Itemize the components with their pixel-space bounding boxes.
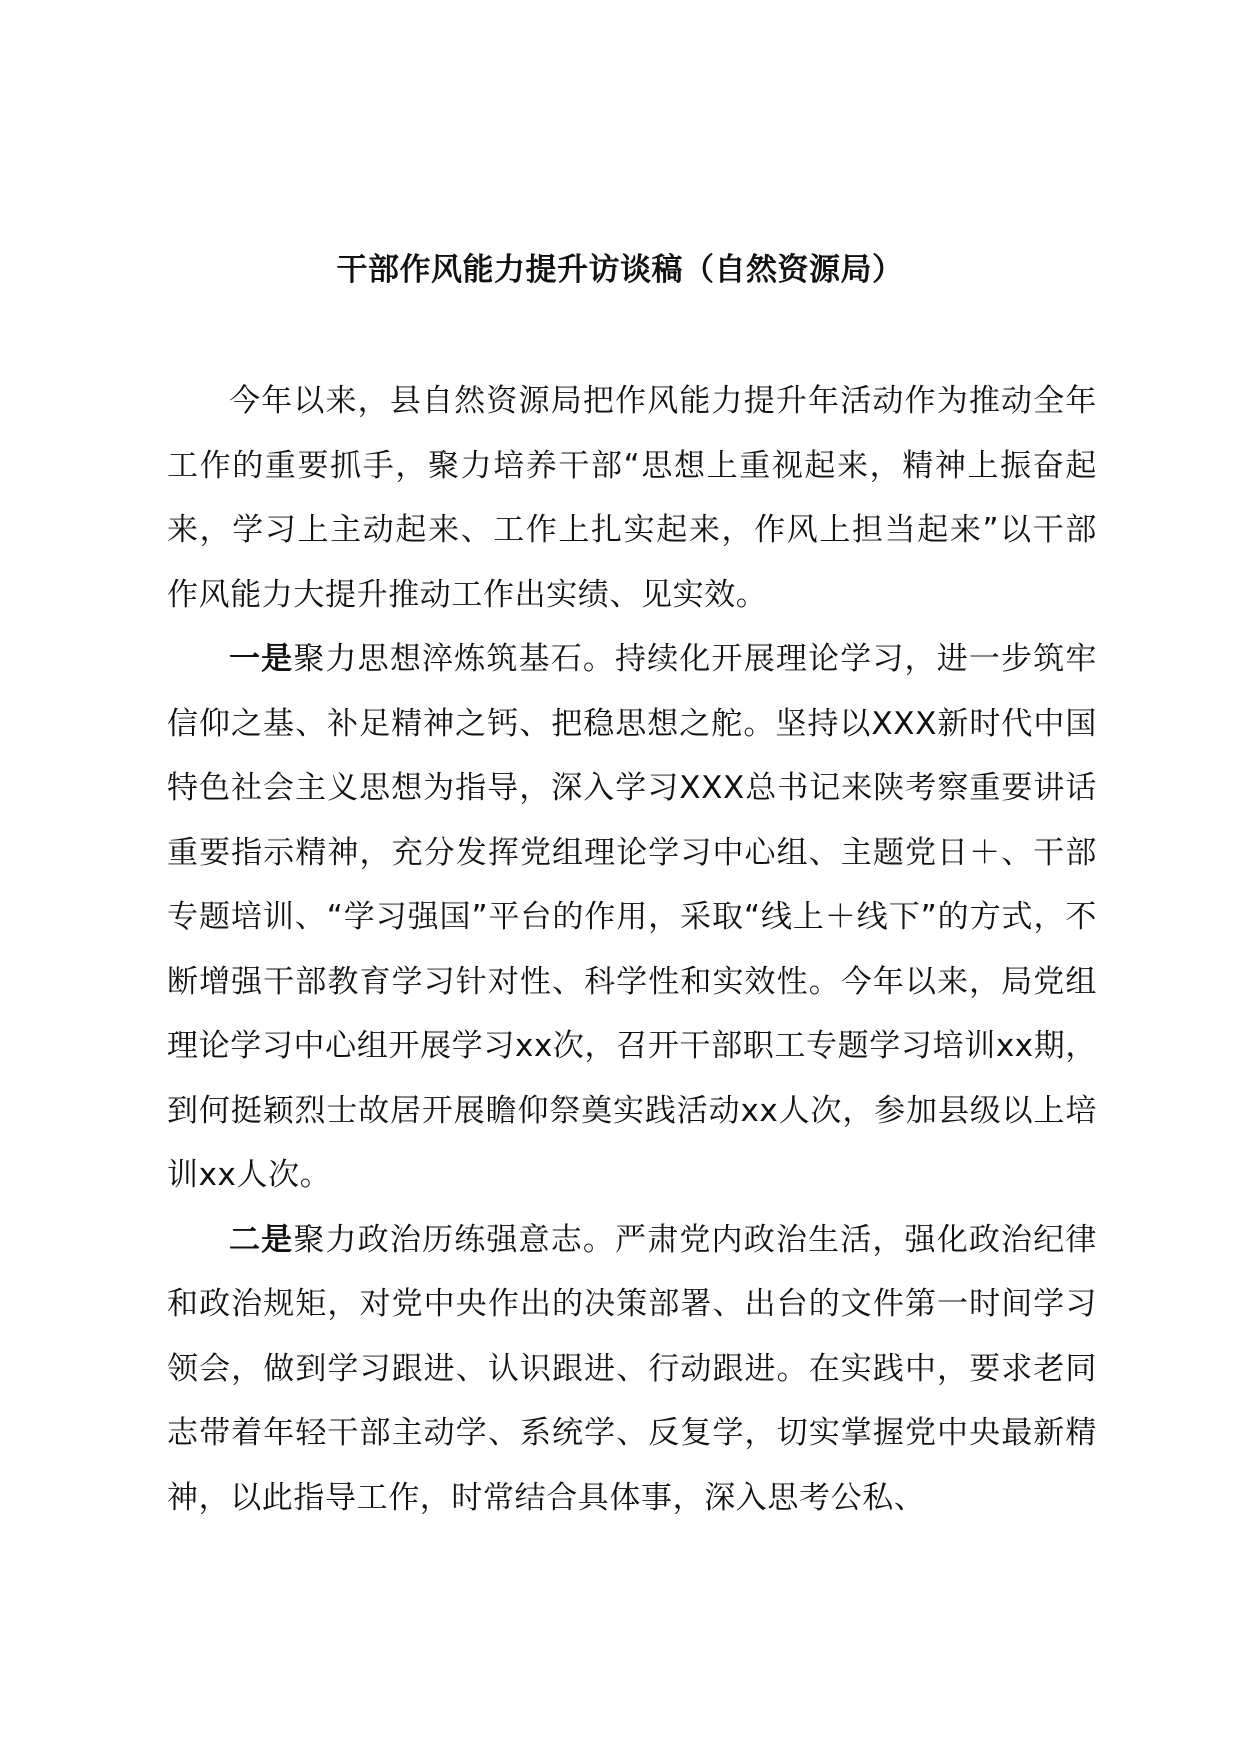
paragraph-text: 今年以来，县自然资源局把作风能力提升年活动作为推动全年工作的重要抓手，聚力培养干部“思想上重视起来，精神上振奋起来，学习上主动起来、工作上扎实起来，作风上担当起来”以干部作风能力大提升推动工作出实绩、见实效。 xyxy=(167,383,1097,613)
document-body xyxy=(167,369,1097,1530)
paragraph-lead: 一是 xyxy=(229,641,294,677)
paragraph-text: 聚力政治历练强意志。严肃党内政治生活，强化政治纪律和政治规矩，对党中央作出的决策部署、出台的文件第一时间学习领会，做到学习跟进、认识跟进、行动跟进。在实践中，要求老同志带着年轻干部主动学、系统学、反复学，切实掌握党中央最新精神，以此指导工作，时常结合具体事，深入思考公私、 xyxy=(167,1221,1097,1516)
paragraph-text: 聚力思想淬炼筑基石。持续化开展理论学习，进一步筑牢信仰之基、补足精神之钙、把稳思想之舵。坚持以XXX新时代中国特色社会主义思想为指导，深入学习XXX总书记来陕考察重要讲话重要指示精神，充分发挥党组理论学习中心组、主题党日＋、干部专题培训、“学习强国”平台的作用，采取“线上＋线下”的方式，不断增强干部教育学习针对性、科学性和实效性。今年以来，局党组理论学习中心组开展学习xx次，召开干部职工专题学习培训xx期，到何挺颖烈士故居开展瞻仰祭奠实践活动xx人次，参加县级以上培训xx人次。 xyxy=(167,641,1097,1193)
paragraph-lead: 二是 xyxy=(229,1221,294,1258)
paragraph-point-two xyxy=(167,1208,1097,1531)
document-title: 干部作风能力提升访谈稿（自然资源局） xyxy=(336,252,904,288)
paragraph-intro xyxy=(167,369,1097,627)
paragraph-point-one xyxy=(167,627,1097,1208)
